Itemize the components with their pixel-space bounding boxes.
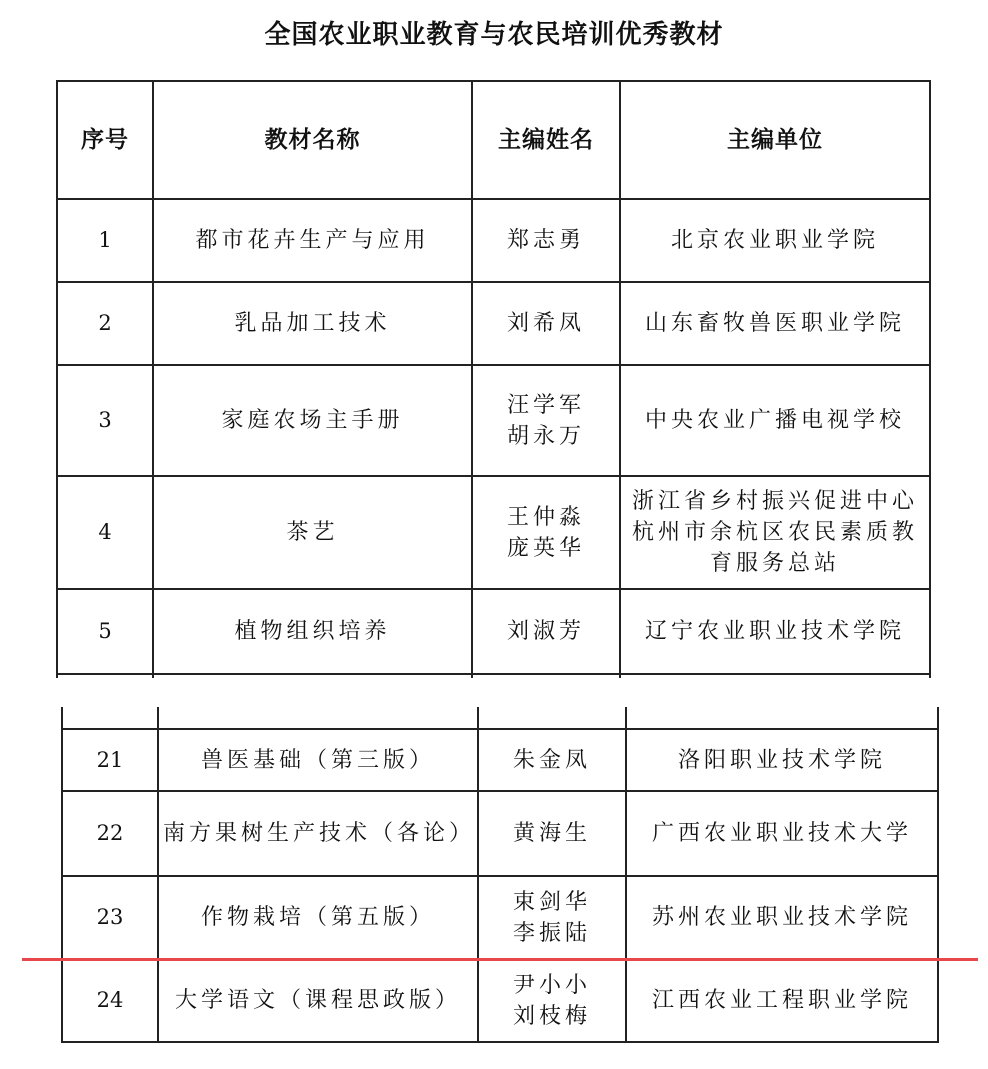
unit-name: 辽宁农业职业技术学院	[644, 619, 905, 644]
cell-editor	[478, 791, 626, 876]
editor-name: 束剑华	[512, 889, 591, 915]
cell-editor	[472, 589, 620, 674]
editor-name: 李振陆	[512, 920, 591, 946]
table-continuation-row	[57, 674, 930, 678]
cell-editor	[478, 959, 626, 1042]
editor-name: 黄海生	[512, 821, 591, 846]
unit-name: 北京农业职业学院	[670, 228, 879, 253]
cell-textbook-name: 南方果树生产技术（各论）	[158, 791, 478, 876]
cell-textbook-name: 植物组织培养	[153, 589, 472, 674]
editor-name: 刘希凤	[506, 311, 585, 336]
cell-editor	[478, 729, 626, 791]
cell-unit	[626, 729, 938, 791]
cell-unit	[626, 876, 938, 959]
cell-editor	[478, 876, 626, 959]
unit-name: 江西农业工程职业学院	[651, 988, 912, 1013]
unit-name: 山东畜牧兽医职业学院	[644, 311, 905, 336]
cell-textbook-name: 都市花卉生产与应用	[153, 199, 472, 282]
textbook-table-bottom	[61, 707, 939, 1043]
header-no: 序号	[57, 81, 153, 199]
table-row	[57, 589, 930, 674]
cell-unit	[620, 365, 930, 476]
table-row	[57, 282, 930, 365]
cell-textbook-name: 兽医基础（第三版）	[158, 729, 478, 791]
header-name: 教材名称	[153, 81, 472, 199]
header-editor: 主编姓名	[472, 81, 620, 199]
table-row	[57, 476, 930, 589]
cell-editor	[472, 199, 620, 282]
cell-textbook-name: 茶艺	[153, 476, 472, 589]
cell-editor	[472, 476, 620, 589]
cell-unit	[620, 476, 930, 589]
textbook-table-top	[56, 80, 931, 678]
table-row	[62, 959, 938, 1042]
cell-textbook-name: 家庭农场主手册	[153, 365, 472, 476]
cell-unit	[620, 282, 930, 365]
cell-unit	[620, 589, 930, 674]
page-title: 全国农业职业教育与农民培训优秀教材	[264, 20, 724, 50]
editor-name: 刘枝梅	[512, 1003, 591, 1029]
cell-no: 22	[62, 791, 158, 876]
cell-textbook-name: 大学语文（课程思政版）	[158, 959, 478, 1042]
table-row	[62, 876, 938, 959]
cell-unit	[620, 199, 930, 282]
table-header-row	[57, 81, 930, 199]
header-unit: 主编单位	[620, 81, 930, 199]
unit-name: 杭州市余杭区农民素质教育服务总站	[631, 520, 918, 576]
table-row	[62, 791, 938, 876]
highlight-line	[22, 958, 978, 961]
table-row	[57, 365, 930, 476]
cell-no: 23	[62, 876, 158, 959]
unit-name: 广西农业职业技术大学	[651, 821, 912, 846]
editor-name: 郑志勇	[506, 228, 585, 253]
unit-name: 苏州农业职业技术学院	[651, 905, 912, 930]
cell-textbook-name: 乳品加工技术	[153, 282, 472, 365]
editor-name: 刘淑芳	[506, 619, 585, 644]
cell-textbook-name: 作物栽培（第五版）	[158, 876, 478, 959]
cell-no: 5	[57, 589, 153, 674]
editor-name: 王仲淼	[506, 504, 585, 530]
cell-no: 24	[62, 959, 158, 1042]
unit-name: 浙江省乡村振兴促进中心	[631, 489, 918, 514]
cell-unit	[626, 791, 938, 876]
editor-name: 汪学军	[506, 392, 585, 418]
editor-name: 胡永万	[506, 423, 585, 449]
unit-name: 洛阳职业技术学院	[677, 747, 886, 773]
cell-editor	[472, 282, 620, 365]
cell-no: 4	[57, 476, 153, 589]
cell-unit	[626, 959, 938, 1042]
cell-editor	[472, 365, 620, 476]
editor-name: 朱金凤	[512, 747, 591, 773]
table-row	[57, 199, 930, 282]
table-row	[62, 729, 938, 791]
editor-name: 庞英华	[506, 535, 585, 561]
cell-no: 3	[57, 365, 153, 476]
cell-no: 1	[57, 199, 153, 282]
table-continuation-row	[62, 707, 938, 729]
cell-no: 21	[62, 729, 158, 791]
editor-name: 尹小小	[512, 972, 591, 998]
unit-name: 中央农业广播电视学校	[644, 408, 905, 433]
cell-no: 2	[57, 282, 153, 365]
